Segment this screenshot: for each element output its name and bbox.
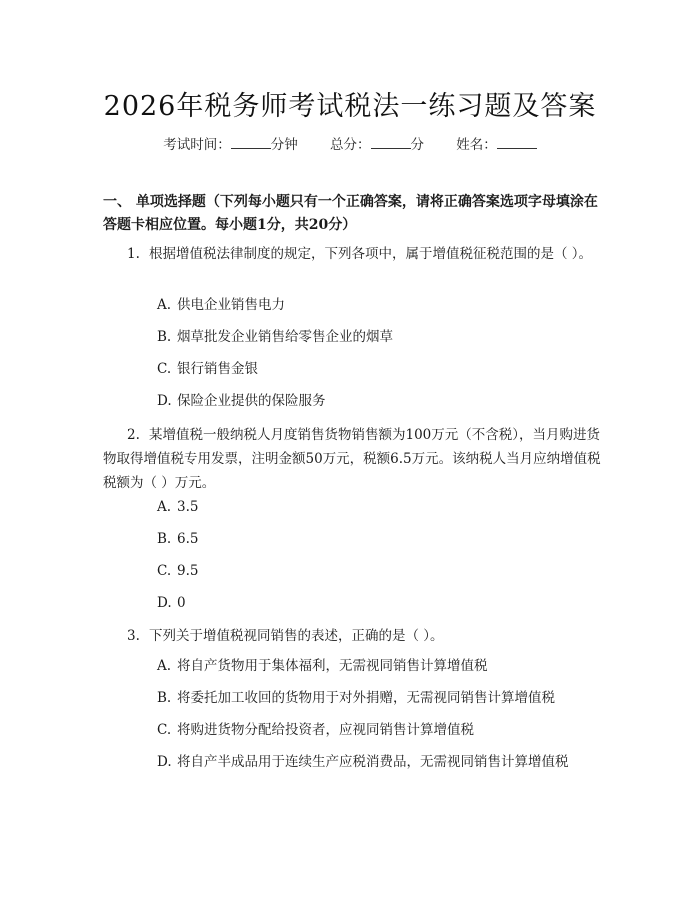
- option-2b: [157, 529, 198, 549]
- option-text: 将自产货物用于集体福利，无需视同销售计算增值税: [177, 658, 488, 674]
- option-3d: [157, 752, 569, 772]
- option-1c: [157, 359, 258, 379]
- option-3c: [157, 720, 474, 740]
- option-label: A.: [157, 658, 172, 674]
- option-text: 银行销售金银: [177, 361, 258, 377]
- option-text: 将自产半成品用于连续生产应税消费品，无需视同销售计算增值税: [177, 754, 569, 770]
- option-text: 6.5: [177, 531, 199, 547]
- option-label: D.: [157, 595, 172, 611]
- question-1: [103, 242, 603, 266]
- option-1b: [157, 327, 393, 347]
- option-label: B.: [157, 531, 172, 547]
- total-score-blank: [371, 136, 411, 149]
- question-number: 1.: [127, 246, 140, 262]
- student-name-blank: [497, 136, 537, 149]
- option-text: 将委托加工收回的货物用于对外捐赠，无需视同销售计算增值税: [177, 690, 555, 706]
- exam-meta: [0, 133, 700, 153]
- option-text: 9.5: [177, 563, 199, 579]
- option-label: C.: [157, 361, 172, 377]
- option-label: D.: [157, 393, 172, 409]
- exam-time-blank: [231, 136, 271, 149]
- question-3: [103, 624, 603, 648]
- student-name-field: [456, 137, 537, 153]
- section-heading: 一、 单项选择题（下列每小题只有一个正确答案，请将正确答案选项字母填涂在答题卡相应位置。每小题1分，共20分）: [103, 194, 598, 233]
- option-label: C.: [157, 563, 172, 579]
- question-number: 2.: [127, 427, 140, 443]
- option-label: B.: [157, 690, 172, 706]
- option-1d: [157, 391, 326, 411]
- page-title: 2026年税务师考试税法一练习题及答案: [103, 91, 597, 122]
- option-label: D.: [157, 754, 172, 770]
- option-label: A.: [157, 499, 172, 515]
- exam-time-unit: 分钟: [270, 137, 298, 153]
- exam-time-label: 考试时间：: [163, 137, 231, 153]
- option-1a: [157, 295, 285, 315]
- question-text: 下列关于增值税视同销售的表述，正确的是（ ）。: [149, 628, 444, 644]
- option-text: 3.5: [177, 499, 199, 515]
- option-3b: [157, 688, 555, 708]
- option-label: A.: [157, 297, 172, 313]
- option-text: 烟草批发企业销售给零售企业的烟草: [177, 329, 393, 345]
- question-number: 3.: [127, 628, 140, 644]
- total-score-label: 总分：: [330, 137, 371, 153]
- question-text: 某增值税一般纳税人月度销售货物销售额为100万元（不含税），当月购进货物取得增值税专用发票，注明金额50万元，税额6.5万元。该纳税人当月应纳增值税税额为（ ）万元。: [103, 427, 601, 491]
- option-label: C.: [157, 722, 172, 738]
- total-score-unit: 分: [410, 137, 424, 153]
- option-text: 将购进货物分配给投资者，应视同销售计算增值税: [177, 722, 474, 738]
- total-score-field: [330, 137, 428, 153]
- option-3a: [157, 656, 488, 676]
- question-text: 根据增值税法律制度的规定，下列各项中，属于增值税征税范围的是（ ）。: [149, 246, 593, 262]
- option-text: 保险企业提供的保险服务: [177, 393, 326, 409]
- option-2a: [157, 497, 198, 517]
- question-2: [103, 423, 603, 495]
- student-name-label: 姓名：: [456, 137, 497, 153]
- option-text: 0: [177, 595, 186, 611]
- exam-time-field: [163, 137, 302, 153]
- option-text: 供电企业销售电力: [177, 297, 285, 313]
- option-2d: [157, 593, 186, 613]
- option-2c: [157, 561, 198, 581]
- option-label: B.: [157, 329, 172, 345]
